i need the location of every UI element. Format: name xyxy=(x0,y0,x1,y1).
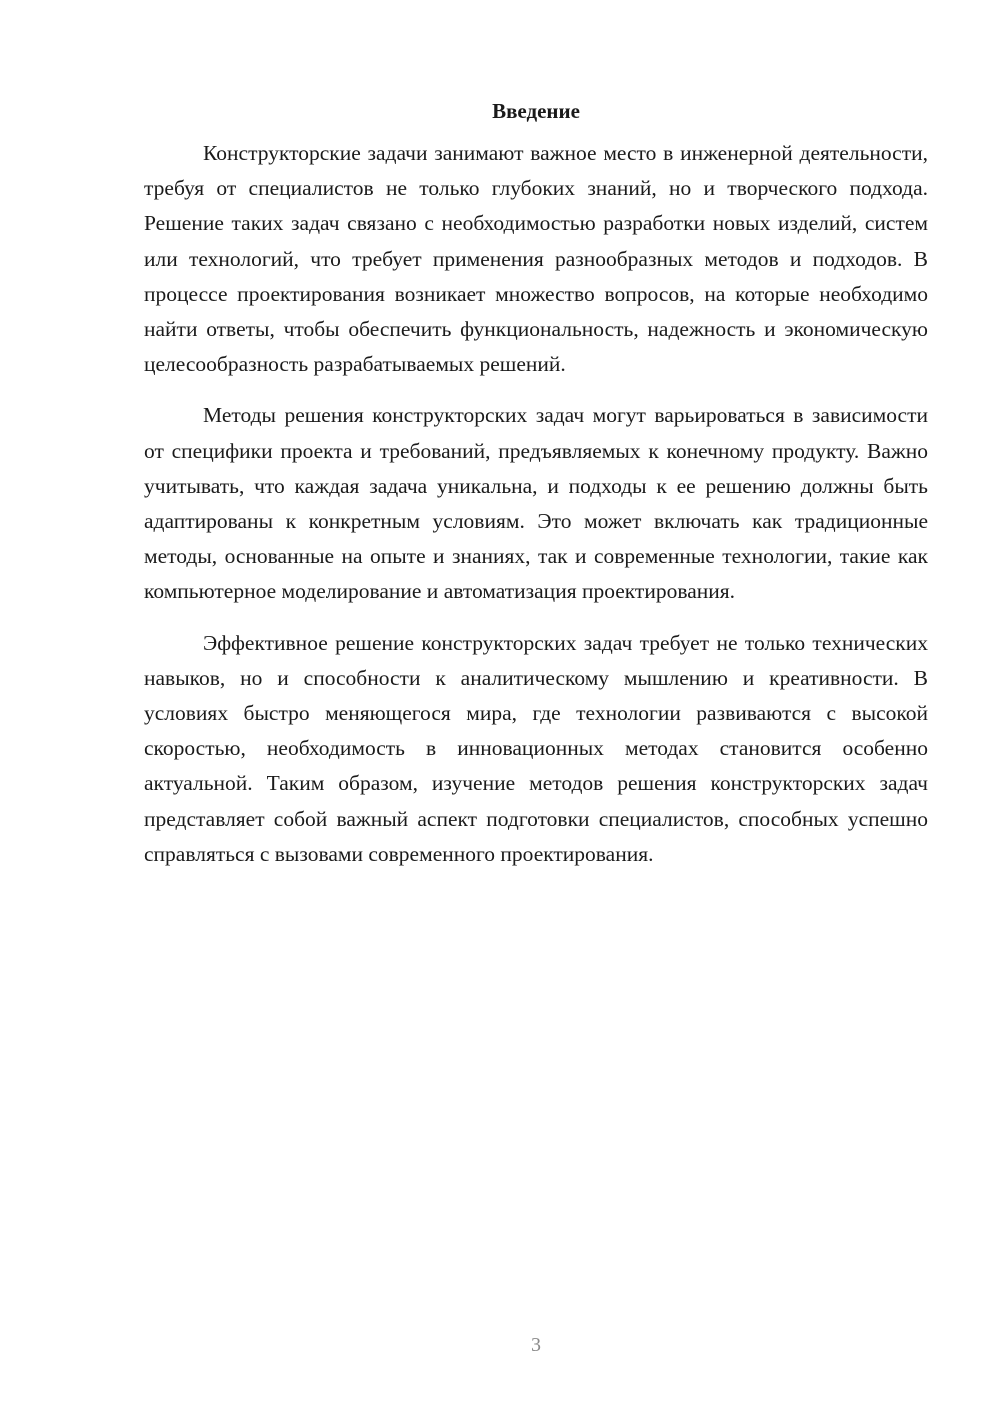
page-number: 3 xyxy=(531,1334,541,1356)
paragraph-1: Конструкторские задачи занимают важное место в инженерной деятельности, требуя от специалистов не только глубоких знаний, но и творческого подхода. Решение таких задач связано с необходимостью разработки новых изделий, систем или технологий, что требует применения разнообразных методов и подходов. В процессе проектирования возникает множество вопросов, на которые необходимо найти ответы, чтобы обеспечить функциональность, надежность и экономическую целесообразность разрабатываемых решений. xyxy=(144,141,928,377)
page-content xyxy=(144,96,928,888)
section-heading: Введение xyxy=(492,99,580,123)
paragraph-2: Методы решения конструкторских задач могут варьироваться в зависимости от специфики проекта и требований, предъявляемых к конечному продукту. Важно учитывать, что каждая задача уникальна, и подходы к ее решению должны быть адаптированы к конкретным условиям. Это может включать как традиционные методы, основанные на опыте и знаниях, так и современные технологии, такие как компьютерное моделирование и автоматизация проектирования. xyxy=(144,403,928,604)
paragraph-3: Эффективное решение конструкторских задач требует не только технических навыков, но и способности к аналитическому мышлению и креативности. В условиях быстро меняющегося мира, где технологии развиваются с высокой скоростью, необходимость в инновационных методах становится особенно актуальной. Таким образом, изучение методов решения конструкторских задач представляет собой важный аспект подготовки специалистов, способных успешно справляться с вызовами современного проектирования. xyxy=(144,630,928,866)
